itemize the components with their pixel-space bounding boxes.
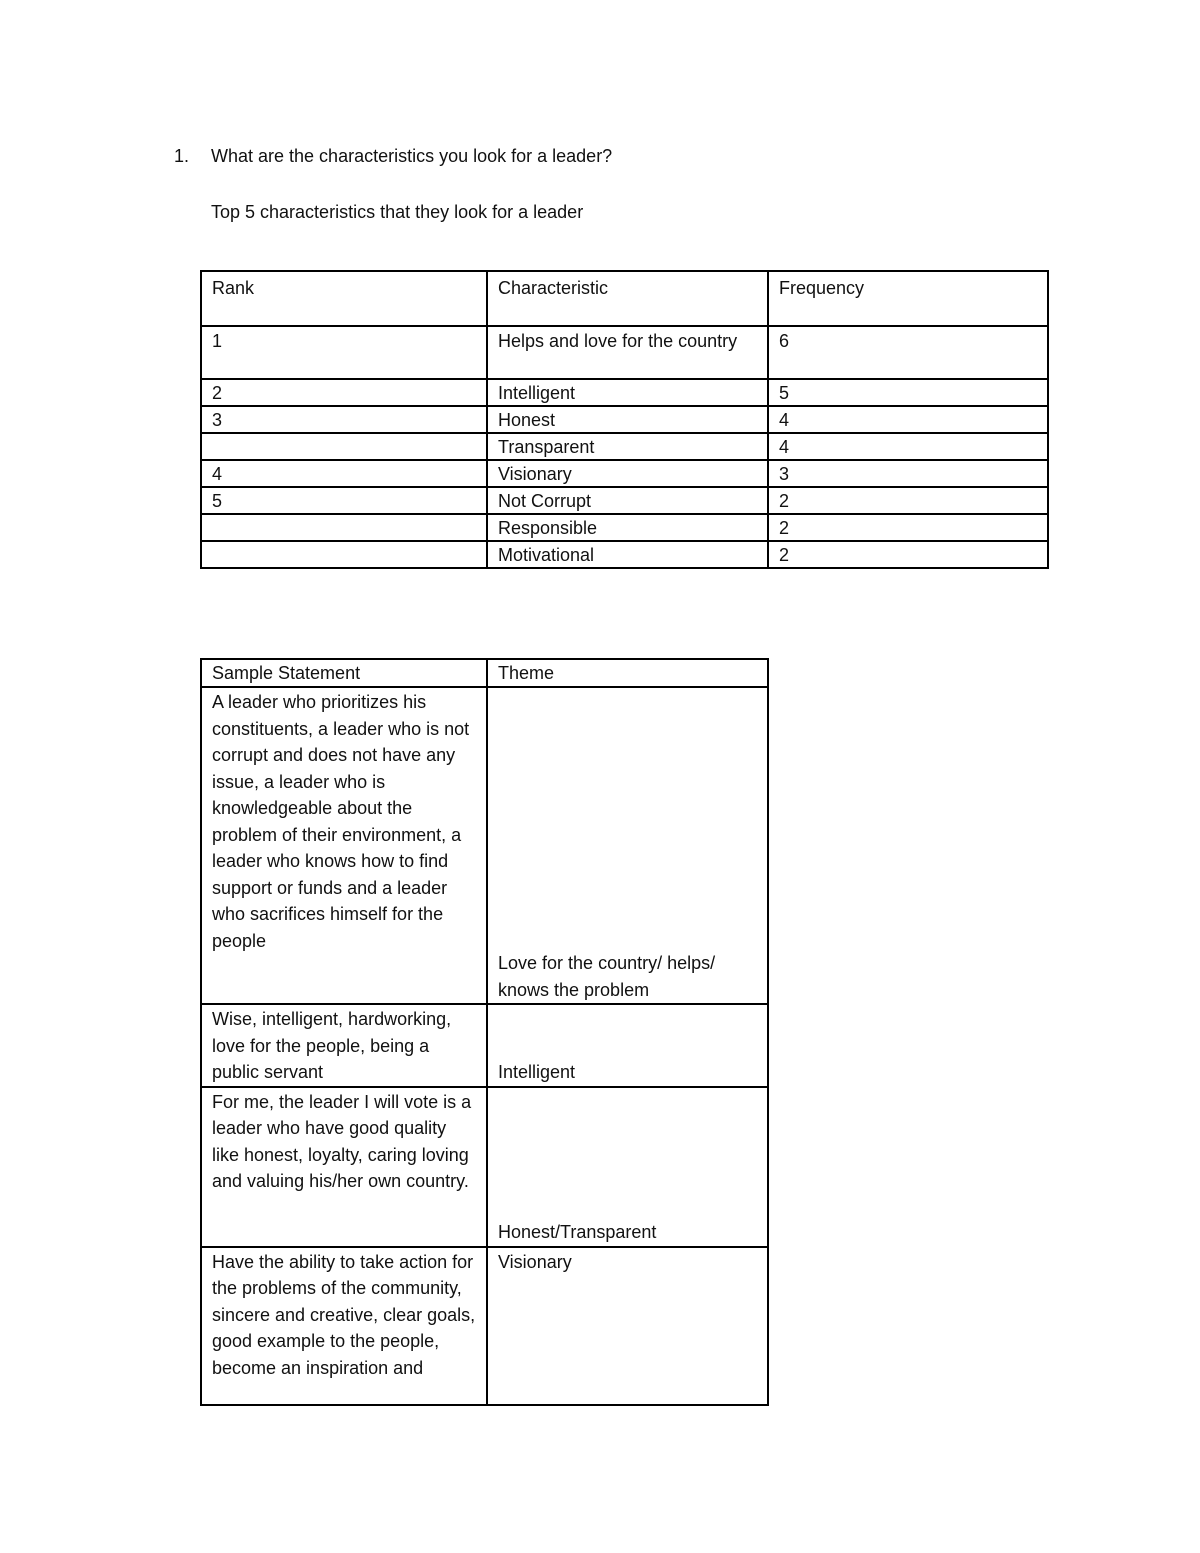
frequency-cell: 3 [768,460,1048,487]
table-header-row [201,659,768,687]
table-row [201,379,1048,406]
statement-cell: Wise, intelligent, hardworking, love for the people, being a public servant [201,1004,487,1087]
question-text: What are the characteristics you look for a leader? [211,146,613,166]
frequency-cell: 2 [768,487,1048,514]
rank-cell [201,541,487,568]
rank-cell: 4 [201,460,487,487]
table-row [201,514,1048,541]
characteristic-cell: Responsible [487,514,768,541]
header-theme: Theme [487,659,768,687]
rank-cell: 5 [201,487,487,514]
rank-cell [201,433,487,460]
table-row [201,1087,768,1247]
table-row [201,541,1048,568]
frequency-cell: 6 [768,326,1048,379]
characteristic-cell: Honest [487,406,768,433]
theme-table [200,658,769,1406]
theme-cell: Intelligent [487,1004,768,1087]
characteristic-cell: Not Corrupt [487,487,768,514]
header-sample-statement: Sample Statement [201,659,487,687]
table-row [201,460,1048,487]
table-row [201,326,1048,379]
question-number: 1. [174,146,190,166]
characteristic-cell: Intelligent [487,379,768,406]
table-row [201,687,768,1004]
characteristic-cell: Motivational [487,541,768,568]
characteristic-cell: Transparent [487,433,768,460]
rank-cell [201,514,487,541]
frequency-cell: 2 [768,514,1048,541]
table-row [201,433,1048,460]
table-row [201,1247,768,1405]
header-frequency: Frequency [768,271,1048,326]
table-row [201,1004,768,1087]
rank-table [200,270,1049,569]
statement-cell: A leader who prioritizes his constituents, a leader who is not corrupt and does not have any issue, a leader who is knowledgeable about the problem of their environment, a leader who knows how to find support or funds and a leader who sacrifices himself for the people [201,687,487,1004]
frequency-cell: 4 [768,433,1048,460]
frequency-cell: 4 [768,406,1048,433]
header-characteristic: Characteristic [487,271,768,326]
rank-cell: 3 [201,406,487,433]
characteristic-cell: Visionary [487,460,768,487]
theme-cell: Honest/Transparent [487,1087,768,1247]
table-row [201,487,1048,514]
table-caption: Top 5 characteristics that they look for a leader [211,202,584,222]
statement-cell: Have the ability to take action for the problems of the community, sincere and creative, clear goals, good example to the people, become an inspiration and [201,1247,487,1405]
header-rank: Rank [201,271,487,326]
theme-cell: Love for the country/ helps/ knows the problem [487,687,768,1004]
theme-cell: Visionary [487,1247,768,1405]
table-row [201,406,1048,433]
characteristic-cell: Helps and love for the country [487,326,768,379]
rank-cell: 1 [201,326,487,379]
statement-cell: For me, the leader I will vote is a leader who have good quality like honest, loyalty, caring loving and valuing his/her own country. [201,1087,487,1247]
frequency-cell: 2 [768,541,1048,568]
table-header-row [201,271,1048,326]
frequency-cell: 5 [768,379,1048,406]
question [174,144,612,168]
rank-cell: 2 [201,379,487,406]
